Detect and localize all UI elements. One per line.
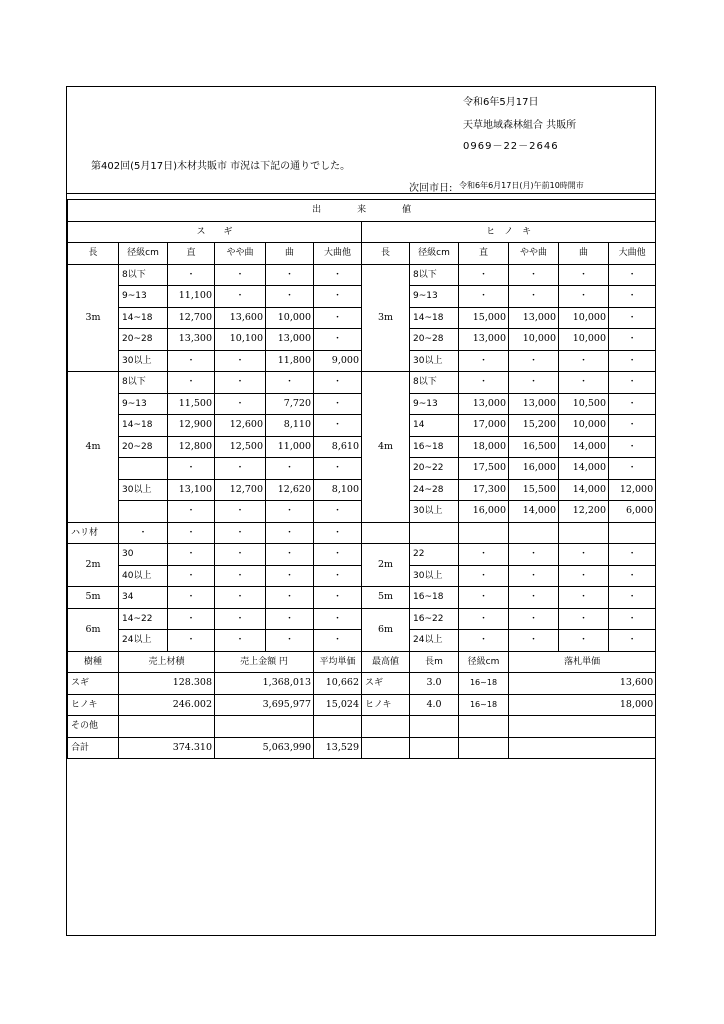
- volume-cell: 374.310: [119, 737, 215, 759]
- price-cell: ･: [168, 565, 215, 587]
- price-cell: ･: [609, 565, 656, 587]
- price-cell: ･: [215, 458, 266, 480]
- price-cell: 11,800: [266, 350, 314, 372]
- price-cell: ･: [314, 608, 362, 630]
- table-row: [68, 544, 656, 566]
- price-cell: ･: [266, 286, 314, 308]
- species-name: 合計: [68, 737, 119, 759]
- hinoki-title: ヒ ノ キ: [362, 221, 656, 243]
- col-diameter: 径級cm: [410, 243, 459, 265]
- highest-col-diameter: 径級cm: [459, 651, 509, 673]
- summary-col-species: 樹種: [68, 651, 119, 673]
- price-cell: ･: [215, 587, 266, 609]
- col-slightly-bent: やや曲: [509, 243, 559, 265]
- price-cell: 12,500: [215, 436, 266, 458]
- diameter-cell: 30以上: [410, 350, 459, 372]
- price-cell: 18,000: [459, 436, 509, 458]
- price-cell: ･: [266, 264, 314, 286]
- price-cell: ･: [119, 522, 168, 544]
- price-cell: 15,000: [459, 307, 509, 329]
- diameter-cell: 8以下: [410, 372, 459, 394]
- diameter-cell: 16~18: [410, 587, 459, 609]
- diameter-cell: 8以下: [410, 264, 459, 286]
- price-cell: ･: [314, 565, 362, 587]
- highest-species: スギ: [362, 673, 410, 695]
- phone-number: 0969－22－2646: [463, 141, 559, 152]
- price-cell: ･: [314, 630, 362, 652]
- price-report-sheet: [66, 86, 656, 936]
- price-cell: ･: [609, 587, 656, 609]
- diameter-cell: 20~22: [410, 458, 459, 480]
- col-straight: 直: [168, 243, 215, 265]
- price-cell: 13,600: [215, 307, 266, 329]
- price-cell: ･: [609, 372, 656, 394]
- price-cell: 12,800: [168, 436, 215, 458]
- length-label: 2m: [68, 544, 119, 587]
- length-label: 6m: [68, 608, 119, 651]
- price-cell: 10,100: [215, 329, 266, 351]
- price-cell: ･: [609, 393, 656, 415]
- diameter-cell: 20~28: [119, 436, 168, 458]
- species-name: スギ: [68, 673, 119, 695]
- price-cell: ･: [459, 587, 509, 609]
- price-cell: ･: [459, 264, 509, 286]
- diameter-cell: 30: [119, 544, 168, 566]
- price-cell: 8,610: [314, 436, 362, 458]
- price-cell: ･: [559, 544, 609, 566]
- price-cell: ･: [215, 522, 266, 544]
- volume-cell: [119, 716, 215, 738]
- price-cell: ･: [459, 565, 509, 587]
- price-cell: ･: [215, 565, 266, 587]
- price-cell: 12,700: [215, 479, 266, 501]
- diameter-cell: 9~13: [410, 393, 459, 415]
- next-market-label: 次回市日:: [409, 183, 453, 194]
- price-cell: ･: [609, 350, 656, 372]
- sugi-title: ス ギ: [68, 221, 362, 243]
- col-length: 長: [68, 243, 119, 265]
- diameter-cell: 8以下: [119, 372, 168, 394]
- length-label: 2m: [362, 544, 410, 587]
- price-cell: 7,720: [266, 393, 314, 415]
- price-cell: ･: [266, 372, 314, 394]
- price-cell: 13,300: [168, 329, 215, 351]
- diameter-cell: 22: [410, 544, 459, 566]
- price-cell: ･: [168, 522, 215, 544]
- amount-cell: 3,695,977: [215, 694, 314, 716]
- price-cell: 17,000: [459, 415, 509, 437]
- col-diameter: 径級cm: [119, 243, 168, 265]
- price-cell: ･: [609, 630, 656, 652]
- empty-cell: [410, 522, 459, 544]
- price-cell: 15,500: [509, 479, 559, 501]
- price-cell: 13,000: [266, 329, 314, 351]
- price-cell: ･: [314, 501, 362, 523]
- price-cell: 13,000: [459, 329, 509, 351]
- volume-cell: 246.002: [119, 694, 215, 716]
- summary-col-unit-price: 平均単価: [314, 651, 362, 673]
- summary-row: [68, 673, 656, 695]
- price-cell: ･: [559, 286, 609, 308]
- price-cell: 11,100: [168, 286, 215, 308]
- price-cell: ･: [609, 458, 656, 480]
- price-cell: 13,100: [168, 479, 215, 501]
- price-cell: ･: [559, 372, 609, 394]
- diameter-cell: 24以上: [119, 630, 168, 652]
- price-cell: 8,110: [266, 415, 314, 437]
- diameter-cell: 20~28: [119, 329, 168, 351]
- price-cell: ･: [215, 608, 266, 630]
- length-label: 6m: [362, 608, 410, 651]
- empty-cell: [509, 716, 656, 738]
- price-cell: ･: [609, 436, 656, 458]
- empty-cell: [609, 522, 656, 544]
- price-cell: ･: [215, 350, 266, 372]
- price-cell: ･: [609, 329, 656, 351]
- price-cell: ･: [168, 630, 215, 652]
- price-cell: 17,300: [459, 479, 509, 501]
- price-cell: ･: [168, 608, 215, 630]
- unit-price-cell: 10,662: [314, 673, 362, 695]
- intro-text: 第402回(5月17日)木材共販市 市況は下記の通りでした。: [91, 161, 351, 172]
- price-cell: 14,000: [559, 436, 609, 458]
- summary-row: [68, 694, 656, 716]
- diameter-cell: 9~13: [119, 393, 168, 415]
- diameter-cell: 9~13: [119, 286, 168, 308]
- price-cell: ･: [168, 350, 215, 372]
- price-table: [67, 199, 656, 759]
- report-date: 令和6年5月17日: [463, 97, 539, 108]
- next-market-date: 令和6年6月17日(月)午前10時開市: [459, 181, 584, 190]
- empty-cell: [459, 522, 509, 544]
- table-row: [68, 522, 656, 544]
- price-cell: ･: [509, 587, 559, 609]
- price-cell: ･: [459, 630, 509, 652]
- summary-header-row: [68, 651, 656, 673]
- diameter-cell: 24以上: [410, 630, 459, 652]
- length-label: ハリ材: [68, 522, 119, 544]
- empty-cell: [362, 716, 410, 738]
- price-cell: 10,000: [559, 415, 609, 437]
- species-name: その他: [68, 716, 119, 738]
- price-cell: ･: [509, 608, 559, 630]
- length-label: 5m: [362, 587, 410, 609]
- price-cell: 10,000: [559, 307, 609, 329]
- price-cell: 16,000: [459, 501, 509, 523]
- price-cell: 15,200: [509, 415, 559, 437]
- price-cell: ･: [609, 307, 656, 329]
- col-very-bent: 大曲他: [609, 243, 656, 265]
- price-cell: 12,620: [266, 479, 314, 501]
- price-cell: ･: [559, 264, 609, 286]
- diameter-cell: 40以上: [119, 565, 168, 587]
- price-cell: ･: [266, 587, 314, 609]
- price-cell: ･: [215, 264, 266, 286]
- price-cell: ･: [459, 372, 509, 394]
- empty-cell: [459, 716, 509, 738]
- price-cell: ･: [509, 372, 559, 394]
- diameter-cell: 9~13: [410, 286, 459, 308]
- diameter-cell: 24~28: [410, 479, 459, 501]
- summary-col-volume: 売上材積: [119, 651, 215, 673]
- highest-col-price: 落札単価: [509, 651, 656, 673]
- length-label: 3m: [68, 264, 119, 372]
- price-cell: 10,000: [266, 307, 314, 329]
- price-cell: ･: [459, 286, 509, 308]
- highest-col-length: 長m: [410, 651, 459, 673]
- diameter-cell: 14~18: [119, 307, 168, 329]
- unit-price-cell: [314, 716, 362, 738]
- table-row: [68, 372, 656, 394]
- diameter-cell: 20~28: [410, 329, 459, 351]
- diameter-cell: 30以上: [410, 565, 459, 587]
- col-bent: 曲: [266, 243, 314, 265]
- col-slightly-bent: やや曲: [215, 243, 266, 265]
- highest-species: ヒノキ: [362, 694, 410, 716]
- highest-diameter: 16~18: [459, 673, 509, 695]
- price-cell: 16,500: [509, 436, 559, 458]
- summary-col-amount: 売上金額 円: [215, 651, 314, 673]
- diameter-cell: 8以下: [119, 264, 168, 286]
- empty-cell: [559, 522, 609, 544]
- unit-price-cell: 13,529: [314, 737, 362, 759]
- amount-cell: [215, 716, 314, 738]
- length-label: 4m: [362, 372, 410, 523]
- price-cell: ･: [168, 458, 215, 480]
- col-length: 長: [362, 243, 410, 265]
- price-cell: ･: [266, 608, 314, 630]
- species-name: ヒノキ: [68, 694, 119, 716]
- price-cell: ･: [314, 286, 362, 308]
- price-cell: ･: [459, 350, 509, 372]
- price-cell: ･: [509, 544, 559, 566]
- price-cell: ･: [215, 372, 266, 394]
- price-cell: ･: [609, 264, 656, 286]
- price-cell: ･: [609, 608, 656, 630]
- empty-cell: [362, 522, 410, 544]
- price-cell: ･: [314, 329, 362, 351]
- price-cell: 10,000: [559, 329, 609, 351]
- table-row: [68, 264, 656, 286]
- price-cell: 12,600: [215, 415, 266, 437]
- summary-row: [68, 716, 656, 738]
- price-cell: ･: [168, 587, 215, 609]
- col-very-bent: 大曲他: [314, 243, 362, 265]
- price-cell: 17,500: [459, 458, 509, 480]
- length-label: 4m: [68, 372, 119, 523]
- diameter-cell: 34: [119, 587, 168, 609]
- price-cell: ･: [314, 587, 362, 609]
- length-label: 3m: [362, 264, 410, 372]
- unit-price-cell: 15,024: [314, 694, 362, 716]
- price-cell: ･: [509, 350, 559, 372]
- price-cell: 6,000: [609, 501, 656, 523]
- amount-cell: 1,368,013: [215, 673, 314, 695]
- price-cell: ･: [509, 264, 559, 286]
- price-cell: ･: [314, 372, 362, 394]
- price-cell: ･: [609, 415, 656, 437]
- empty-cell: [509, 522, 559, 544]
- price-cell: 9,000: [314, 350, 362, 372]
- price-cell: ･: [266, 565, 314, 587]
- price-cell: ･: [215, 393, 266, 415]
- summary-row: [68, 737, 656, 759]
- price-cell: ･: [559, 565, 609, 587]
- amount-cell: 5,063,990: [215, 737, 314, 759]
- highest-price: 13,600: [509, 673, 656, 695]
- price-cell: ･: [215, 286, 266, 308]
- price-cell: 12,000: [609, 479, 656, 501]
- diameter-cell: 30以上: [119, 479, 168, 501]
- price-cell: ･: [314, 307, 362, 329]
- price-cell: ･: [509, 565, 559, 587]
- price-cell: 8,100: [314, 479, 362, 501]
- diameter-cell: 14~22: [119, 608, 168, 630]
- price-cell: ･: [509, 286, 559, 308]
- price-cell: ･: [168, 264, 215, 286]
- highest-price: 18,000: [509, 694, 656, 716]
- table-row: [68, 608, 656, 630]
- price-cell: ･: [559, 630, 609, 652]
- empty-cell: [509, 737, 656, 759]
- price-cell: 13,000: [509, 307, 559, 329]
- empty-cell: [459, 737, 509, 759]
- diameter-cell: 14~18: [410, 307, 459, 329]
- price-cell: 10,500: [559, 393, 609, 415]
- price-cell: ･: [168, 501, 215, 523]
- highest-length: 4.0: [410, 694, 459, 716]
- price-cell: ･: [314, 264, 362, 286]
- empty-cell: [362, 737, 410, 759]
- price-cell: 10,000: [509, 329, 559, 351]
- price-cell: ･: [559, 587, 609, 609]
- price-cell: ･: [314, 458, 362, 480]
- price-cell: ･: [459, 608, 509, 630]
- diameter-cell: 30以上: [119, 350, 168, 372]
- price-cell: ･: [314, 393, 362, 415]
- price-cell: ･: [559, 350, 609, 372]
- diameter-cell: [119, 501, 168, 523]
- price-cell: ･: [266, 458, 314, 480]
- main-title: 出 来 値: [68, 200, 656, 222]
- price-cell: ･: [168, 544, 215, 566]
- price-cell: 11,000: [266, 436, 314, 458]
- price-cell: ･: [509, 630, 559, 652]
- price-cell: ･: [609, 286, 656, 308]
- diameter-cell: 16~18: [410, 436, 459, 458]
- price-cell: ･: [266, 522, 314, 544]
- table-row: [68, 587, 656, 609]
- diameter-cell: 14: [410, 415, 459, 437]
- price-cell: ･: [314, 415, 362, 437]
- price-cell: 12,700: [168, 307, 215, 329]
- price-cell: ･: [215, 544, 266, 566]
- volume-cell: 128.308: [119, 673, 215, 695]
- price-cell: ･: [314, 522, 362, 544]
- organization-name: 天草地域森林組合 共販所: [463, 120, 577, 131]
- price-cell: 14,000: [559, 458, 609, 480]
- highest-diameter: 16~18: [459, 694, 509, 716]
- length-label: 5m: [68, 587, 119, 609]
- price-cell: ･: [266, 544, 314, 566]
- price-cell: ･: [314, 544, 362, 566]
- price-cell: ･: [266, 630, 314, 652]
- diameter-cell: 14~18: [119, 415, 168, 437]
- price-cell: ･: [559, 608, 609, 630]
- price-cell: 12,200: [559, 501, 609, 523]
- price-cell: ･: [215, 630, 266, 652]
- price-cell: 16,000: [509, 458, 559, 480]
- price-cell: 13,000: [509, 393, 559, 415]
- price-cell: ･: [215, 501, 266, 523]
- diameter-cell: 30以上: [410, 501, 459, 523]
- price-cell: ･: [168, 372, 215, 394]
- diameter-cell: 16~22: [410, 608, 459, 630]
- highest-col-title: 最高値: [362, 651, 410, 673]
- price-cell: 11,500: [168, 393, 215, 415]
- empty-cell: [410, 737, 459, 759]
- price-cell: 14,000: [559, 479, 609, 501]
- price-cell: ･: [609, 544, 656, 566]
- col-bent: 曲: [559, 243, 609, 265]
- header-divider: [67, 193, 655, 194]
- price-cell: ･: [266, 501, 314, 523]
- diameter-cell: [119, 458, 168, 480]
- highest-length: 3.0: [410, 673, 459, 695]
- price-cell: ･: [459, 544, 509, 566]
- col-straight: 直: [459, 243, 509, 265]
- price-cell: 12,900: [168, 415, 215, 437]
- price-cell: 13,000: [459, 393, 509, 415]
- price-cell: 14,000: [509, 501, 559, 523]
- empty-cell: [410, 716, 459, 738]
